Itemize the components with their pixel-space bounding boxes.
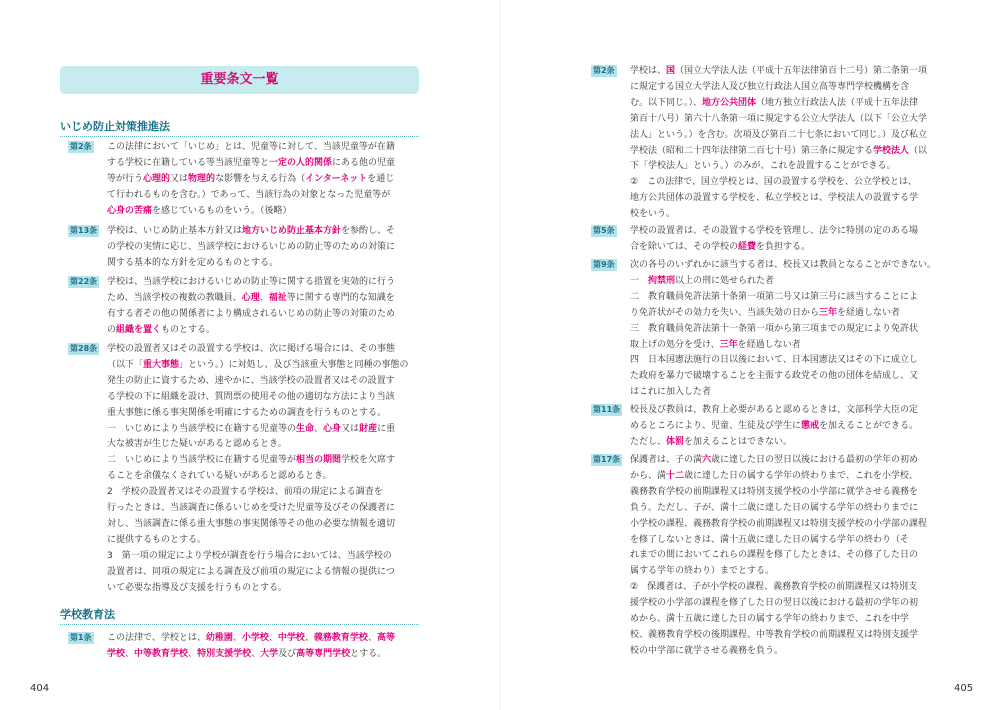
article-text-line — [107, 188, 420, 204]
article-number-badge: 第5条 — [593, 226, 615, 235]
key-term: 福祉 — [268, 292, 287, 303]
article-text-line — [630, 144, 948, 160]
text-segment: 関する基本的な方針を定めるものとする。 — [107, 257, 279, 268]
article-text-line — [630, 240, 948, 256]
article-text-line — [107, 172, 420, 188]
text-segment: 地方公共団体の設置する学校を、私立学校とは、学校法人の設置する学 — [630, 193, 919, 204]
key-term: 学校 — [107, 648, 126, 659]
text-segment: 義務教育学校の前期課程又は特別支援学校の小学部に就学させる義務を — [630, 486, 919, 497]
text-segment: 、 — [125, 648, 135, 659]
text-segment: 二 いじめにより当該学校に在籍する児童等が — [107, 455, 297, 466]
article-text-line — [630, 580, 948, 596]
text-segment: 第百十八号）第六十八条第一項に規定する公立大学法人（以下「公立大学 — [630, 113, 928, 124]
article-text-line — [107, 307, 420, 323]
section-title-ijime: いじめ防止対策推進法 — [60, 118, 419, 137]
article-text-line — [107, 342, 420, 358]
text-segment: を経過しない者 — [837, 307, 901, 318]
key-term: 六 — [702, 455, 712, 465]
article-text-line — [107, 358, 420, 374]
article-text-line — [630, 385, 948, 401]
key-term: 心身の苦痛 — [107, 205, 153, 216]
key-term: 組織を置く — [116, 324, 162, 335]
text-segment: 学校の設置者又はその設置する学校は、次に掲げる場合には、その事態 — [107, 344, 396, 354]
text-segment: 三 教育職員免許法第十一条第一項から第三項までの規定により免許状 — [630, 323, 919, 334]
text-segment: この法律において「いじめ」とは、児童等に対して、当該児童等が在籍 — [107, 142, 395, 152]
article-text-line — [107, 224, 420, 240]
text-segment: 3 第一項の規定により学校が調査を行う場合においては、当該学校の — [107, 550, 392, 561]
article-text-line — [630, 80, 948, 96]
key-term: 地方いじめ防止基本方針 — [242, 226, 342, 236]
article — [68, 224, 420, 272]
article-text-line — [630, 64, 948, 80]
text-segment: 歳に達した日の翌日以後における最初の学年の初め — [711, 455, 919, 465]
text-segment: れまでの間においてこれらの課程を修了したときは、その修了した日の — [630, 550, 919, 561]
text-segment: て行われるものを含む。）であって、当該行為の対象となった児童等が — [107, 189, 391, 200]
text-segment: 又は — [170, 173, 189, 184]
right-page — [500, 0, 1000, 710]
key-term: 生命 — [296, 423, 315, 434]
key-term: 幼稚園 — [205, 633, 233, 643]
article — [68, 275, 420, 339]
article-text-line — [630, 419, 948, 435]
text-segment: 及び — [278, 648, 297, 659]
article-text-line — [630, 596, 948, 612]
article-text-line — [107, 390, 420, 406]
article-text-line — [630, 159, 948, 175]
key-term: 国 — [666, 66, 676, 76]
text-segment: 、 — [268, 633, 278, 643]
text-segment: 又は — [341, 423, 360, 434]
text-segment: はこれに加入した者 — [630, 387, 712, 398]
text-segment: り免許状がその効力を失い、当該失効の日から — [630, 307, 820, 318]
text-segment: 学校は、 — [630, 66, 667, 76]
article-text-line — [630, 403, 948, 419]
article-number-badge: 第1条 — [70, 633, 92, 642]
page-number-left: 404 — [30, 683, 50, 694]
article-number-badge: 第2条 — [70, 142, 92, 151]
text-segment: 保護者は、子の満 — [630, 455, 703, 465]
article-text-line — [107, 485, 420, 501]
article-number-badge: 第22条 — [70, 277, 98, 286]
article — [591, 258, 948, 401]
article-text-line — [630, 258, 948, 274]
article-text-line — [107, 275, 420, 291]
key-term: 三年 — [719, 339, 738, 350]
key-term: 心理 — [241, 292, 260, 303]
article-text-line — [107, 204, 420, 220]
article — [591, 453, 948, 660]
article — [68, 342, 420, 597]
article-number-badge: 第17条 — [593, 455, 621, 464]
text-segment: ② 保護者は、子が小学校の課程、義務教育学校の前期課程又は特別支 — [630, 582, 918, 593]
text-segment: を修了しないときは、満十五歳に達した日の属する学年の終わり（そ — [630, 534, 910, 545]
banner-title: 重要条文一覧 — [60, 66, 419, 94]
key-term: 地方公共団体 — [702, 97, 757, 108]
article-text-line — [630, 517, 948, 533]
text-segment: 」という。）に対処し、及び当該重大事態と同種の事態の — [179, 359, 409, 370]
text-segment: な影響を与える行為（ — [215, 173, 306, 184]
text-segment: （国立大学法人法（平成十五年法律第百十二号）第二条第一項 — [675, 66, 928, 76]
article-text-line — [107, 501, 420, 517]
key-term: 重大事態 — [143, 359, 180, 370]
text-segment: を参酌し、そ — [341, 226, 396, 236]
key-term: 十二 — [666, 470, 685, 481]
text-segment: 二 教育職員免許法第十条第一項第二号又は第三号に該当することによ — [630, 291, 919, 302]
key-term: 経費 — [738, 241, 757, 252]
article-text-line — [107, 156, 420, 172]
key-term: 体罰 — [666, 436, 685, 447]
text-segment: 法人」という。）を含む。次項及び第百二十七条において同じ。）及び私立 — [630, 129, 928, 140]
text-segment: にある他の児童 — [332, 157, 396, 168]
text-segment: 負う。ただし、子が、満十二歳に達した日の属する学年の終わりまでに — [630, 502, 919, 513]
text-segment: 以上の刑に処せられた者 — [675, 275, 775, 286]
text-segment: 学校は、いじめ防止基本方針又は — [107, 226, 243, 236]
text-segment: ものとする。 — [161, 324, 216, 335]
text-segment: 、 — [188, 648, 198, 659]
article-text-line — [630, 564, 948, 580]
text-segment: 等に関する専門的な知識を — [286, 292, 395, 303]
key-term: 中等教育学校 — [134, 648, 189, 659]
text-segment: を感じているものをいう。（後略） — [152, 205, 292, 216]
key-term: 高等 — [376, 633, 395, 643]
text-segment: た政府を暴力で破壊することを主張する政党その他の団体を結成し、又 — [630, 371, 919, 382]
text-segment: ただし、 — [630, 436, 667, 447]
text-segment: 歳に達した日の属する学年の終わりまで、これを小学校、 — [684, 470, 918, 481]
text-segment: 、 — [259, 292, 269, 303]
text-segment: から、満 — [630, 470, 667, 481]
text-segment: ることを余儀なくされている疑いがあると認めるとき。 — [107, 471, 332, 482]
key-term: 学校法人 — [873, 145, 910, 156]
article-number-badge: 第2条 — [593, 66, 615, 75]
article — [591, 224, 948, 256]
article-text-line — [107, 291, 420, 307]
article-text-line — [107, 533, 420, 549]
article-text-line — [107, 406, 420, 422]
article-text-line — [630, 548, 948, 564]
text-segment: （以下「 — [107, 359, 144, 370]
article-text-line — [630, 306, 948, 322]
text-segment: 行ったときは、当該調査に係るいじめを受けた児童等及びその保護者に — [107, 503, 396, 514]
text-segment: とする。 — [350, 648, 387, 659]
key-term: 特別支援学校 — [197, 648, 252, 659]
article-text-line — [630, 533, 948, 549]
article-number-badge: 第11条 — [593, 405, 621, 414]
article — [591, 403, 948, 451]
article-number-badge: 第13条 — [70, 226, 98, 235]
key-term: 高等専門学校 — [296, 648, 351, 659]
article-number-badge: 第9条 — [593, 260, 615, 269]
text-segment: 2 学校の設置者又はその設置する学校は、前項の規定による調査を — [107, 487, 383, 498]
text-segment: 校長及び教員は、教育上必要があると認めるときは、文部科学大臣の定 — [630, 405, 919, 415]
key-term: 一定の人的関係 — [269, 157, 333, 168]
key-term: 三年 — [819, 307, 838, 318]
section-title-gakko: 学校教育法 — [60, 606, 419, 625]
key-term: 心理的 — [143, 173, 171, 184]
text-segment: 取上げの処分を受け、 — [630, 339, 720, 350]
text-segment: 合を除いては、その学校の — [630, 241, 739, 252]
text-segment: 重大事態に係る事実関係を明確にするための調査を行うものとする。 — [107, 407, 387, 418]
text-segment: 校をいう。 — [630, 209, 676, 220]
article-text-line — [107, 517, 420, 533]
text-segment: の — [107, 324, 117, 335]
text-segment: る学校の下に組織を設け、質問票の使用その他の適切な方法により当該 — [107, 391, 395, 402]
text-segment: 、 — [232, 633, 242, 643]
text-segment: 一 — [630, 275, 649, 286]
article-text-line — [630, 644, 948, 660]
text-segment: 学校法（昭和二十四年法律第二百七十号）第三条に規定する — [630, 145, 874, 156]
article-text-line — [630, 338, 948, 354]
article-text-line — [107, 256, 420, 272]
article-text-line — [630, 224, 948, 240]
text-segment: 四 日本国憲法施行の日以後において、日本国憲法又はその下に成立し — [630, 355, 918, 366]
text-segment: 、 — [314, 423, 324, 434]
article-text-line — [630, 96, 948, 112]
text-segment: の学校の実情に応じ、当該学校におけるいじめの防止等のための対策に — [107, 241, 396, 252]
text-segment: 学校は、当該学校におけるいじめの防止等に関する措置を実効的に行う — [107, 277, 396, 287]
article-text-line — [630, 191, 948, 207]
article-text-line — [630, 322, 948, 338]
text-segment: めから、満十五歳に達した日の属する学年の終わりまで、これを中学 — [630, 614, 909, 625]
article-text-line — [630, 628, 948, 644]
article-text-line — [107, 240, 420, 256]
text-segment: む。以下同じ。）、 — [630, 97, 703, 108]
article-text-line — [630, 290, 948, 306]
article-text-line — [630, 501, 948, 517]
article-text-line — [630, 485, 948, 501]
text-segment: する学校に在籍している等当該児童等と — [107, 157, 270, 168]
key-term: 拘禁刑 — [648, 275, 676, 286]
article-text-line — [630, 175, 948, 191]
article-text-line — [630, 435, 948, 451]
article-text-line — [630, 112, 948, 128]
article — [68, 140, 420, 220]
text-segment: この法律で、学校とは、 — [107, 633, 206, 643]
article-text-line — [630, 207, 948, 223]
text-segment: 下「学校法人」という。）のみが、これを設置することができる。 — [630, 161, 896, 172]
article-text-line — [107, 140, 420, 156]
text-segment: めるところにより、児童、生徒及び学生に — [630, 420, 802, 431]
article-text-line — [630, 469, 948, 485]
text-segment: 校の中学部に就学させる義務を負う。 — [630, 645, 784, 656]
text-segment: を通じ — [367, 173, 395, 184]
article-text-line — [107, 453, 420, 469]
key-term: 義務教育学校 — [313, 633, 368, 643]
article — [68, 631, 420, 663]
article-text-line — [630, 612, 948, 628]
text-segment: に重 — [377, 423, 396, 434]
text-segment: 発生の防止に資するため、速やかに、当該学校の設置者又はその設置す — [107, 375, 395, 386]
text-segment: に規定する国立大学法人及び独立行政法人国立高等専門学校機構を含 — [630, 81, 910, 92]
article-text-line — [107, 374, 420, 390]
text-segment: 学校を欠席す — [341, 455, 396, 466]
article-text-line — [107, 565, 420, 581]
text-segment: 、 — [251, 648, 261, 659]
article-text-line — [107, 581, 420, 597]
text-segment: を加えることができる。 — [819, 420, 919, 431]
text-segment: 等が行う — [107, 173, 144, 184]
key-term: 心身 — [323, 423, 342, 434]
text-segment: 援学校の小学部の課程を修了した日の翌日以後における最初の学年の初 — [630, 598, 919, 609]
key-term: 相当の期間 — [296, 455, 342, 466]
text-segment: ため、当該学校の複数の教職員、 — [107, 292, 242, 303]
key-term: 懲戒 — [801, 420, 820, 431]
text-segment: ② この法律で、国立学校とは、国の設置する学校を、公立学校とは、 — [630, 177, 917, 188]
article-text-line — [630, 453, 948, 469]
text-segment: いて必要な指導及び支援を行うものとする。 — [107, 582, 288, 593]
text-segment: 小学校の課程、義務教育学校の前期課程又は特別支援学校の小学部の課程 — [630, 518, 928, 529]
key-term: 中学校 — [277, 633, 305, 643]
text-segment: （地方独立行政法人法（平成十五年法律 — [756, 97, 919, 108]
text-segment: 大な被害が生じた疑いがあると認めるとき。 — [107, 439, 287, 450]
key-term: 大学 — [260, 648, 279, 659]
text-segment: 設置者は、同項の規定による調査及び前項の規定による情報の提供につ — [107, 566, 395, 577]
page-number-right: 405 — [954, 683, 974, 694]
article-text-line — [630, 369, 948, 385]
text-segment: 、 — [367, 633, 377, 643]
key-term: 財産 — [359, 423, 378, 434]
text-segment: 有する者その他の関係者により構成されるいじめの防止等の対策のため — [107, 308, 396, 319]
article-text-line — [107, 647, 420, 663]
text-segment: を経過しない者 — [737, 339, 801, 350]
article-text-line — [630, 274, 948, 290]
text-segment: 対し、当該調査に係る重大事態の事実関係等その他の必要な情報を適切 — [107, 518, 396, 529]
text-segment: 次の各号のいずれかに該当する者は、校長又は教員となることができない。 — [630, 260, 937, 270]
text-segment: 属する学年の終わり）までとする。 — [630, 566, 775, 577]
article-text-line — [630, 128, 948, 144]
article-text-line — [107, 323, 420, 339]
article-text-line — [107, 437, 420, 453]
key-term: 物理的 — [188, 173, 216, 184]
text-segment: 校、義務教育学校の後期課程、中等教育学校の前期課程又は特別支援学 — [630, 629, 919, 640]
text-segment: 学校の設置者は、その設置する学校を管理し、法令に特別の定のある場 — [630, 226, 919, 236]
article-text-line — [107, 422, 420, 438]
text-segment: 一 いじめにより当該学校に在籍する児童等の — [107, 423, 297, 434]
key-term: 小学校 — [241, 633, 269, 643]
text-segment: 、 — [304, 633, 314, 643]
text-segment: に提供するものとする。 — [107, 534, 207, 545]
text-segment: を加えることはできない。 — [684, 436, 793, 447]
article-text-line — [107, 631, 420, 647]
article-number-badge: 第28条 — [70, 344, 98, 353]
article-text-line — [630, 353, 948, 369]
key-term: インターネット — [305, 173, 368, 184]
article — [591, 64, 948, 223]
text-segment: を負担する。 — [756, 241, 811, 252]
article-text-line — [107, 549, 420, 565]
text-segment: （以 — [909, 145, 928, 156]
article-text-line — [107, 469, 420, 485]
